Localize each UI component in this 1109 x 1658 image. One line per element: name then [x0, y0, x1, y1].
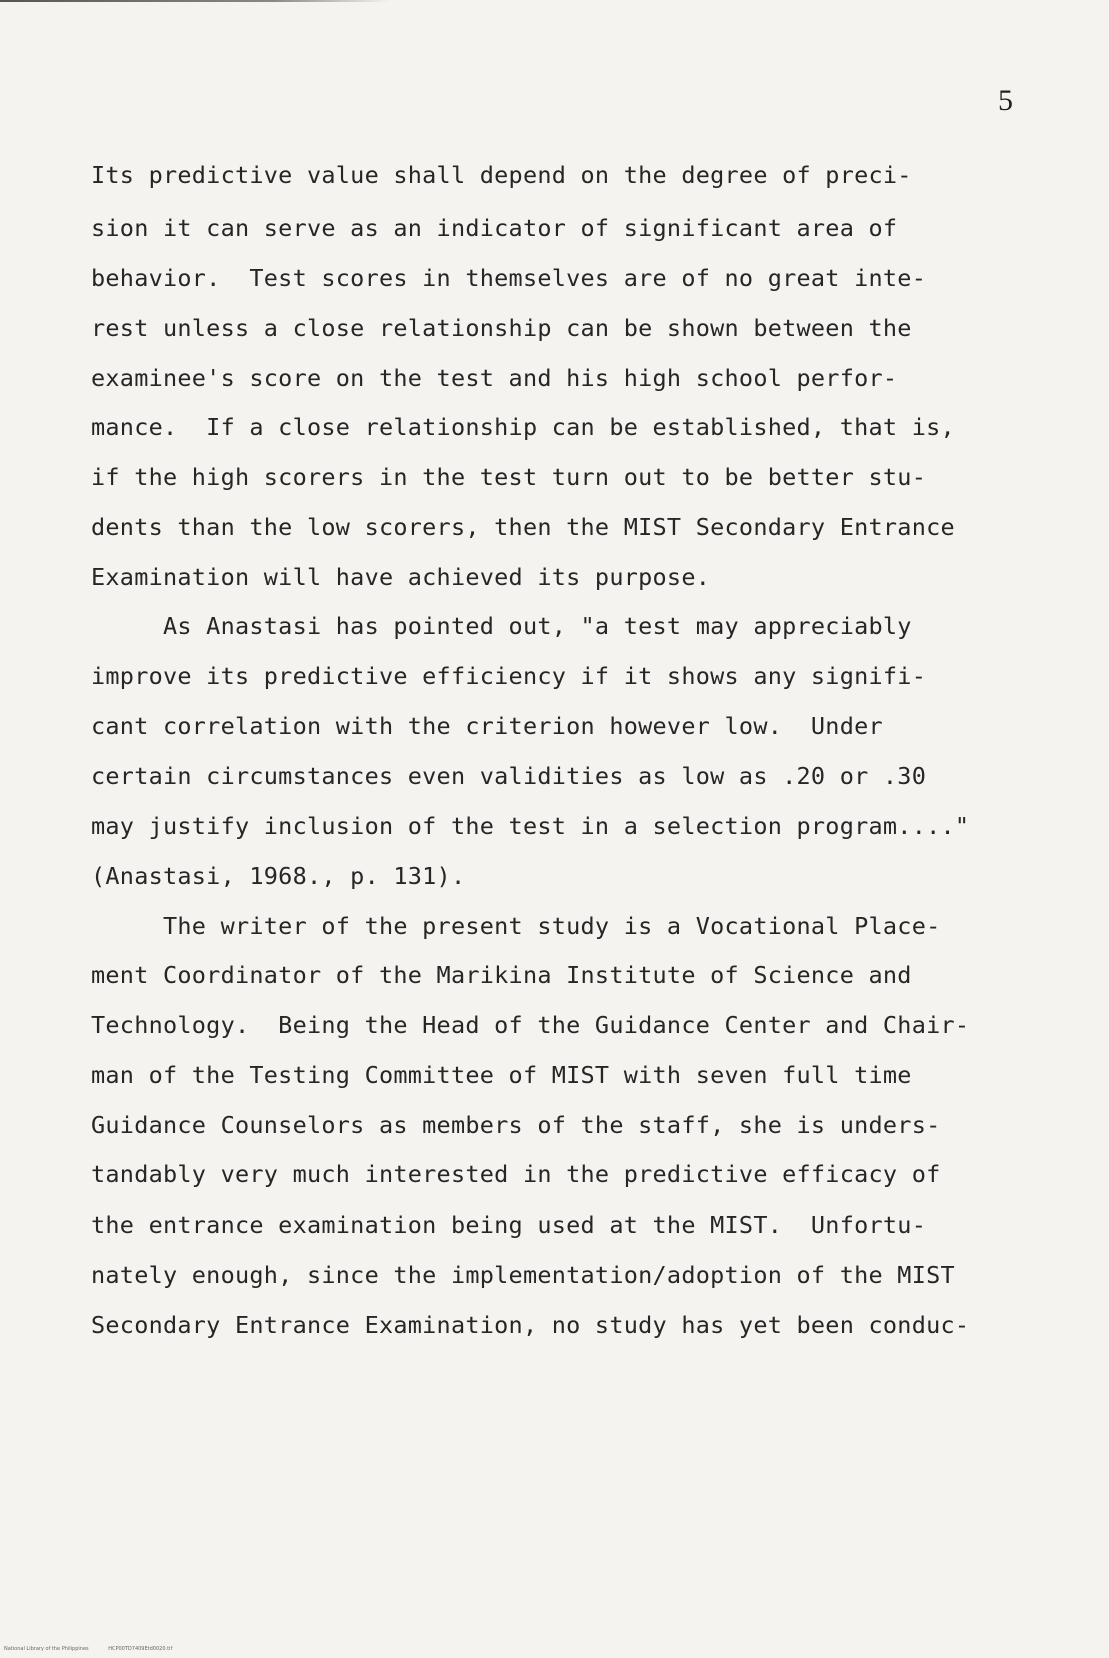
footer-library: National Library of the Philippines [4, 1646, 89, 1652]
text-line: may justify inclusion of the test in a selection program...." [91, 812, 970, 840]
text-line: the entrance examination being used at the MIST. Unfortu- [91, 1211, 927, 1239]
text-line: Guidance Counselors as members of the staff, she is unders- [91, 1111, 941, 1139]
text-line: Secondary Entrance Examination, no study has yet been conduc- [91, 1311, 970, 1339]
text-line: As Anastasi has pointed out, "a test may appreciably [91, 612, 912, 640]
text-line: man of the Testing Committee of MIST with seven full time [91, 1061, 912, 1089]
text-line: examinee's score on the test and his high school perfor- [91, 364, 898, 392]
scan-edge-line [0, 0, 390, 2]
text-line: Technology. Being the Head of the Guidance Center and Chair- [91, 1011, 970, 1039]
text-line: ment Coordinator of the Marikina Institute of Science and [91, 961, 912, 989]
text-line: rest unless a close relationship can be shown between the [91, 314, 912, 342]
text-line: The writer of the present study is a Vocational Place- [91, 912, 941, 940]
text-line: (Anastasi, 1968., p. 131). [91, 862, 466, 890]
text-line: behavior. Test scores in themselves are of no great inte- [91, 264, 927, 292]
text-line: if the high scorers in the test turn out to be better stu- [91, 463, 927, 491]
text-line: nately enough, since the implementation/adoption of the MIST [91, 1261, 955, 1289]
text-line: tandably very much interested in the predictive efficacy of [91, 1160, 941, 1188]
text-line: mance. If a close relationship can be established, that is, [91, 413, 955, 441]
text-line: Its predictive value shall depend on the degree of preci- [91, 161, 912, 189]
text-line: improve its predictive efficiency if it shows any signifi- [91, 662, 927, 690]
text-line: dents than the low scorers, then the MIST Secondary Entrance [91, 513, 955, 541]
footer-file-id: HCP00TD7409Etd0020.tif [108, 1646, 173, 1652]
page-number: 5 [998, 84, 1013, 117]
text-line: sion it can serve as an indicator of significant area of [91, 214, 898, 242]
text-line: cant correlation with the criterion however low. Under [91, 712, 883, 740]
text-line: certain circumstances even validities as low as .20 or .30 [91, 762, 927, 790]
text-line: Examination will have achieved its purpose. [91, 563, 711, 591]
scan-footer [4, 1646, 190, 1652]
